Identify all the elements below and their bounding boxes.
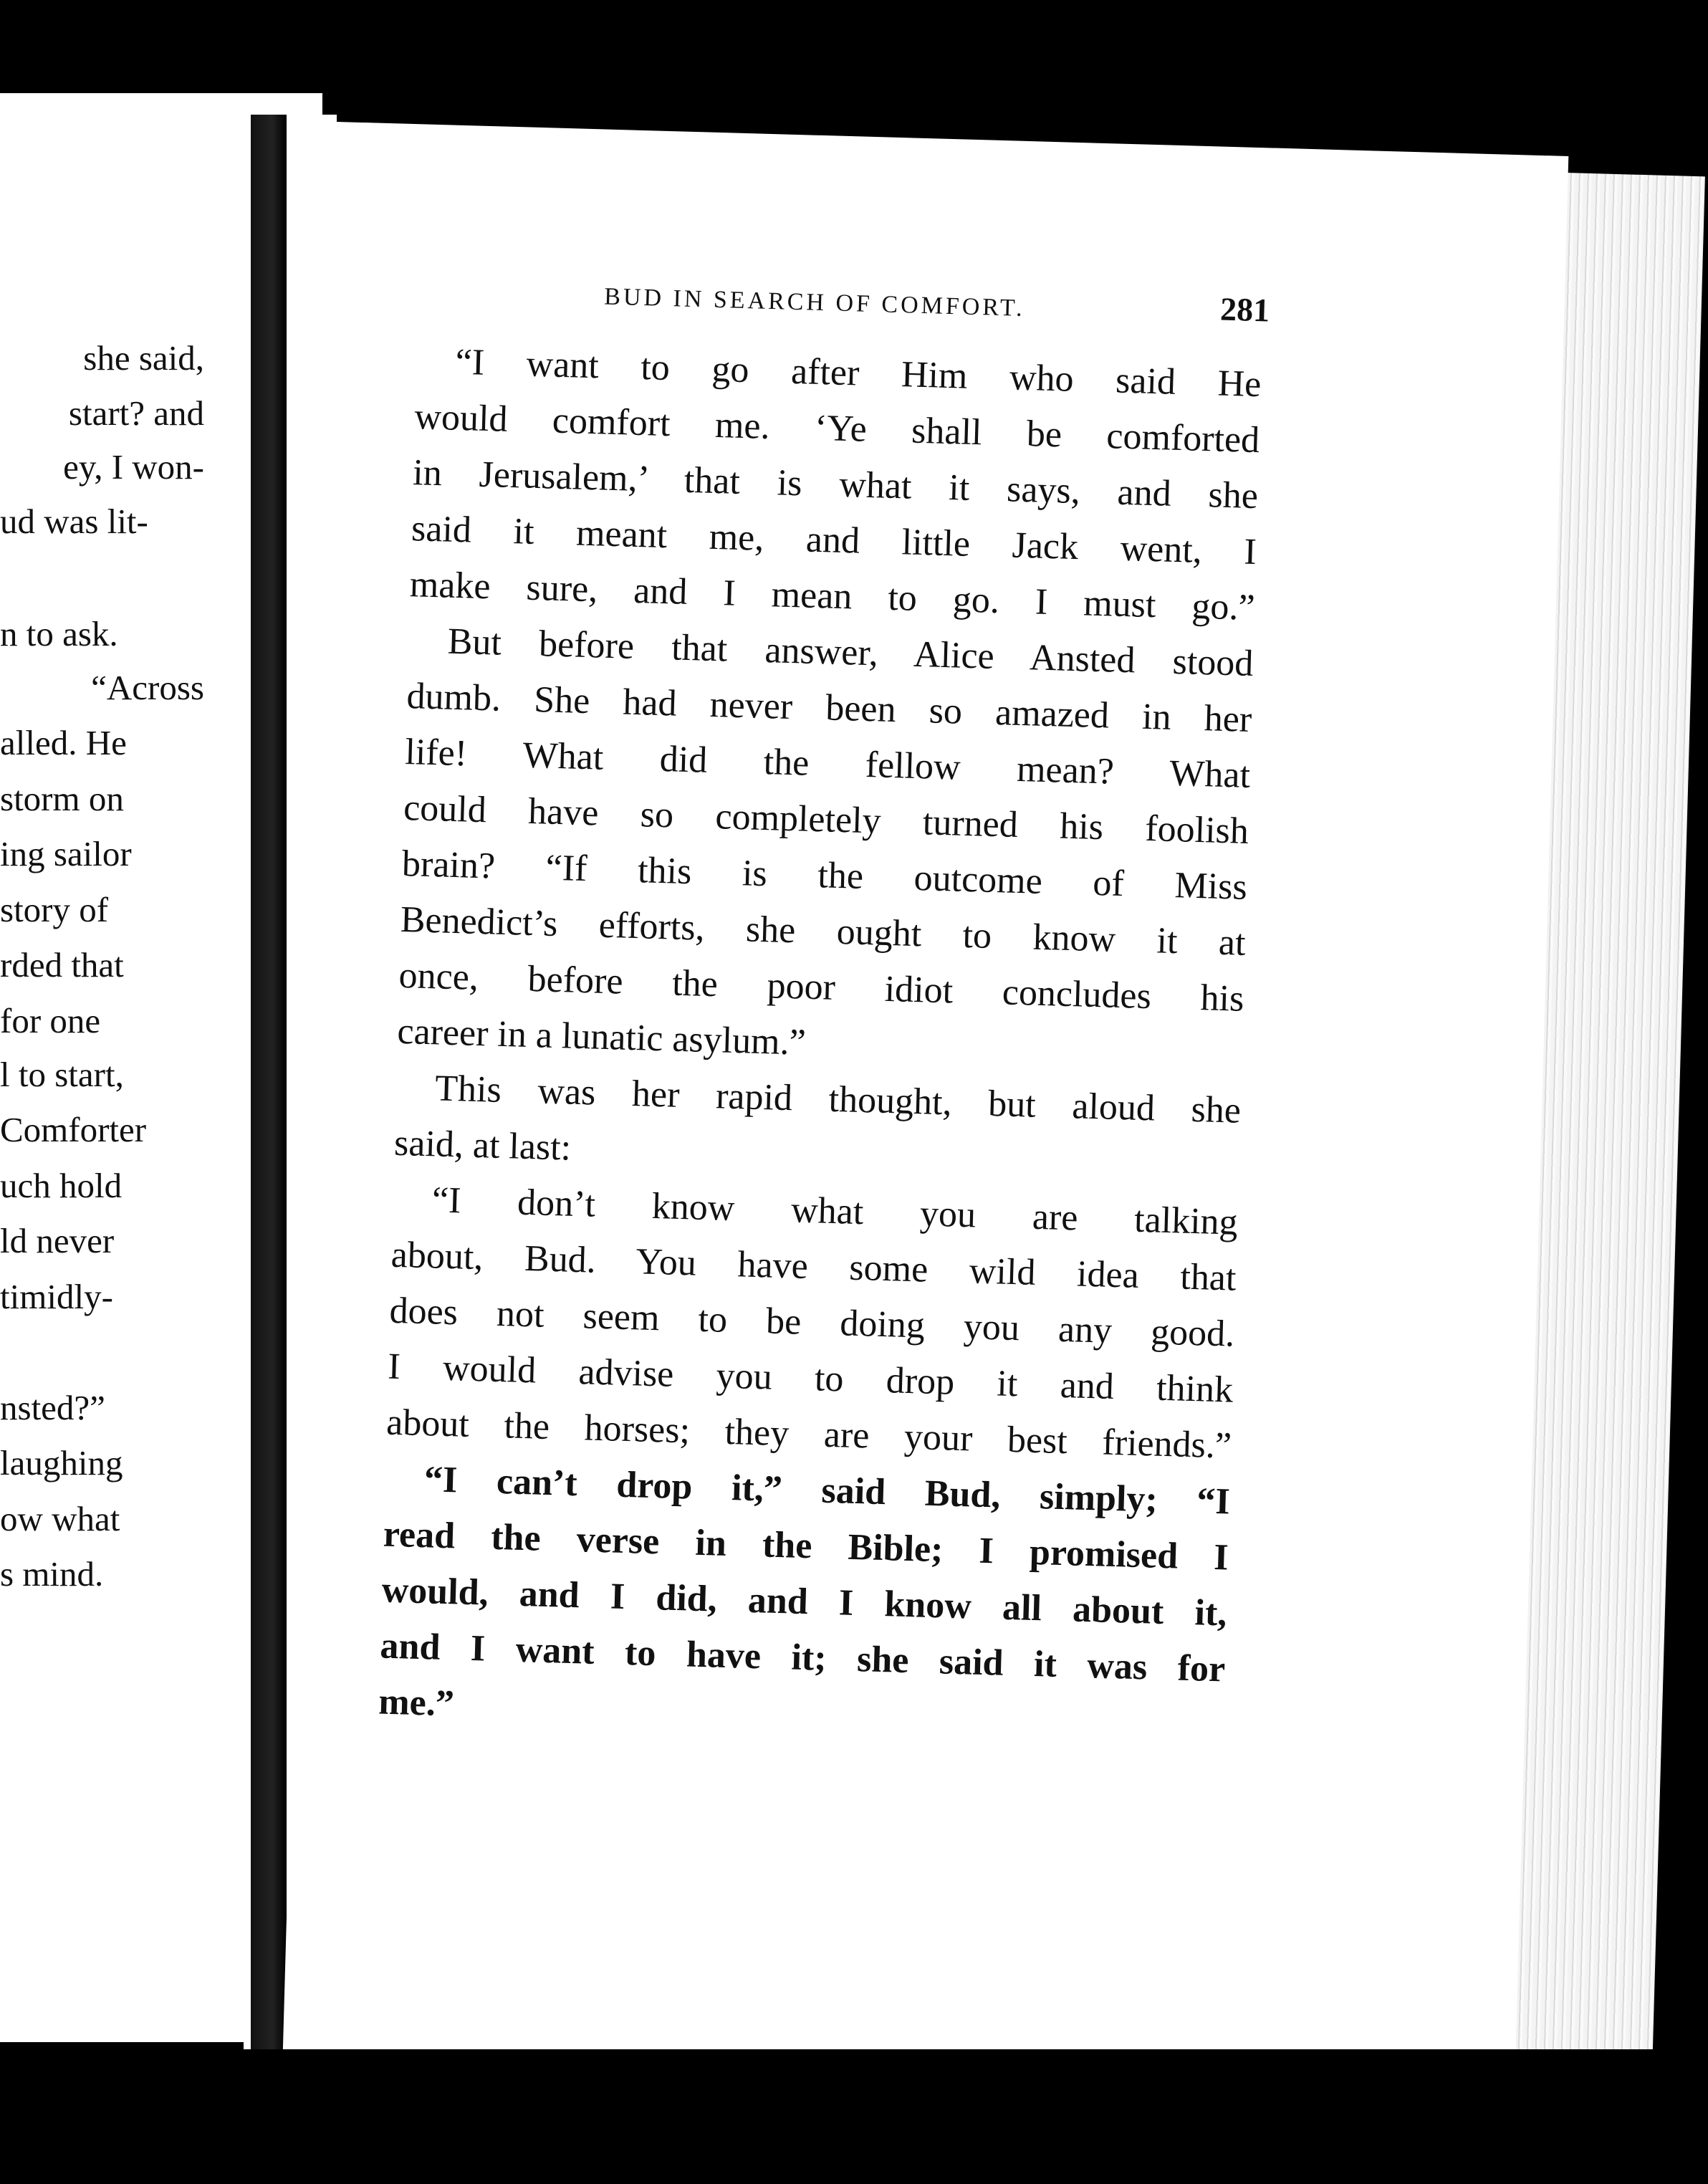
body-text-line: “I want to go after Him who said He: [454, 341, 1262, 406]
body-text-line: “I can’t drop it,” said Bud, simply; “I: [423, 1459, 1231, 1523]
body-text-line: would comfort me. ‘Ye shall be comforted: [413, 396, 1260, 461]
body-text-line: But before that answer, Alice Ansted stood: [447, 621, 1254, 685]
left-page-line: she said,: [83, 338, 204, 378]
page-number: 281: [1219, 290, 1270, 329]
left-page-line: story of: [0, 890, 109, 929]
body-text-line: could have so completely turned his foolish: [403, 787, 1249, 852]
body-text-line: said, at last:: [393, 1122, 572, 1169]
left-page-line: s mind.: [0, 1554, 104, 1594]
running-head: BUD IN SEARCH OF COMFORT.: [603, 283, 1026, 322]
left-page-line: storm on: [0, 779, 124, 818]
body-text-line: does not seem to be doing you any good.: [388, 1290, 1236, 1355]
left-page-line: uch hold: [0, 1166, 123, 1205]
left-page-line: ey, I won-: [63, 447, 204, 487]
body-text-line: This was her rapid thought, but aloud she: [434, 1068, 1242, 1131]
body-text-line: said it meant me, and little Jack went, I: [411, 508, 1257, 573]
left-page-line: start? and: [68, 393, 204, 433]
left-page-line: “Across: [91, 668, 204, 707]
left-page-line: nsted?”: [0, 1388, 105, 1427]
left-page-line: l to start,: [0, 1055, 124, 1094]
left-page-line: laughing: [0, 1443, 123, 1483]
left-page-line: ing sailor: [0, 834, 132, 873]
left-page-line: rded that: [0, 945, 124, 985]
right-page: [283, 122, 1569, 2090]
left-page-line: for one: [0, 1001, 101, 1040]
left-page-line: ud was lit-: [0, 502, 148, 541]
body-text-line: Benedict’s efforts, she ought to know it at: [400, 899, 1247, 964]
body-text-line: I would advise you to drop it and think: [387, 1346, 1234, 1411]
body-text-line: read the verse in the Bible; I promised I: [383, 1513, 1229, 1579]
left-page-line: Comforter: [0, 1110, 147, 1149]
body-text-line: about the horses; they are your best friends.”: [385, 1402, 1232, 1467]
body-text-line: about, Bud. You have some wild idea that: [390, 1234, 1237, 1299]
body-text-line: and I want to have it; she said it was for: [379, 1625, 1226, 1690]
body-text-line: me.”: [378, 1681, 455, 1725]
left-page-line: n to ask.: [0, 614, 118, 653]
left-page-line: ow what: [0, 1499, 120, 1538]
body-text-line: make sure, and I mean to go. I must go.”: [409, 564, 1256, 629]
body-text-line: life! What did the fellow mean? What: [404, 732, 1251, 796]
body-text-line: would, and I did, and I know all about it,: [381, 1569, 1228, 1634]
body-text-line: brain? “If this is the outcome of Miss: [401, 843, 1248, 908]
body-text-line: once, before the poor idiot concludes his: [398, 954, 1245, 1020]
left-page-line: ld never: [0, 1221, 115, 1260]
body-text-line: dumb. She had never been so amazed in her: [406, 676, 1252, 740]
left-page-line: timidly-: [0, 1277, 113, 1316]
left-page-line: alled. He: [0, 723, 127, 762]
scan-background: [0, 2049, 1708, 2184]
body-text-line: in Jerusalem,’ that is what it says, and she: [412, 452, 1259, 517]
body-text-line: “I don’t know what you are talking: [431, 1179, 1239, 1243]
body-text-line: career in a lunatic asylum.”: [396, 1010, 807, 1063]
